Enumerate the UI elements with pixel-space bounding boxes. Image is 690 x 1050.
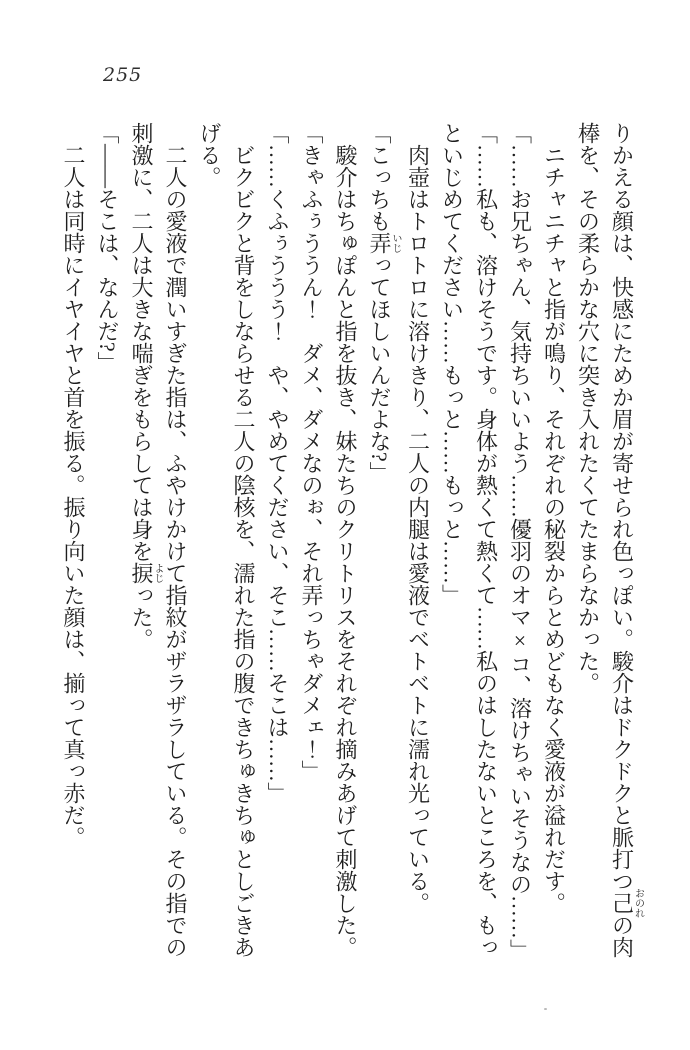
paragraph-5: 肉壺はトロトロに溶けきり、二人の内腿は愛液でベトベトに濡れ光っている。 bbox=[405, 144, 431, 914]
paragraph-1: りかえる顔は、快感にためか眉が寄せられ色っぽい。駿介はドクドクと脈打つ己おのれの肉棒を、その柔らかな穴に突き入れたくてたまらなかった。 bbox=[575, 122, 644, 958]
paragraph-2: ニチャニチャと指が鳴り、それぞれの秘裂からとめどもなく愛液が溢れだす。 bbox=[541, 144, 567, 914]
paragraph-12: 「――そこは、なんだ?」 bbox=[95, 122, 120, 374]
paragraph-8: 「きゃふぅううん！ ダメ、ダメなのぉ、それ弄っちゃダメェ！」 bbox=[299, 122, 324, 782]
scan-speck bbox=[544, 1008, 547, 1010]
paragraph-4: 「……私も、溶けそうです。身体が熱くて熱くて……私のはしたないところを、もっといじめてください……もっと……もっと……」 bbox=[439, 122, 499, 958]
paragraph-6: 「こっちも弄いじってほしいんだよな?」 bbox=[367, 122, 401, 484]
paragraph-11: 二人の愛液で潤いすぎた指は、ふやけかけて指紋がザラザラしている。その指での刺激に、二人は大きな喘ぎをもらしては身を捩よじった。 bbox=[129, 122, 188, 958]
paragraph-9: 「……くふぅううう！ や、やめてください、そこ……そこは……」 bbox=[265, 122, 290, 804]
furigana-term: 捩よじ bbox=[129, 562, 163, 584]
vertical-text-block bbox=[61, 122, 644, 961]
paragraph-10: ビクビクと背をしならせる二人の陰核を、濡れた指の腹できちゅきちゅとしごきあげる。 bbox=[197, 122, 256, 958]
furigana-term: 弄いじ bbox=[367, 232, 401, 254]
paragraph-7: 駿介はちゅぽんと指を抜き、妹たちのクリトリスをそれぞれ摘みあげて刺激した。 bbox=[333, 144, 358, 958]
paragraph-13: 二人は同時にイヤイヤと首を振る。振り向いた顔は、揃って真っ赤だ。 bbox=[61, 144, 86, 848]
furigana-term: 己おのれ bbox=[609, 888, 644, 918]
page-number: 255 bbox=[103, 64, 143, 86]
paragraph-3: 「……お兄ちゃん、気持ちいいよう……優羽のオマ×コ、溶けちゃいそうなの……」 bbox=[507, 122, 533, 961]
